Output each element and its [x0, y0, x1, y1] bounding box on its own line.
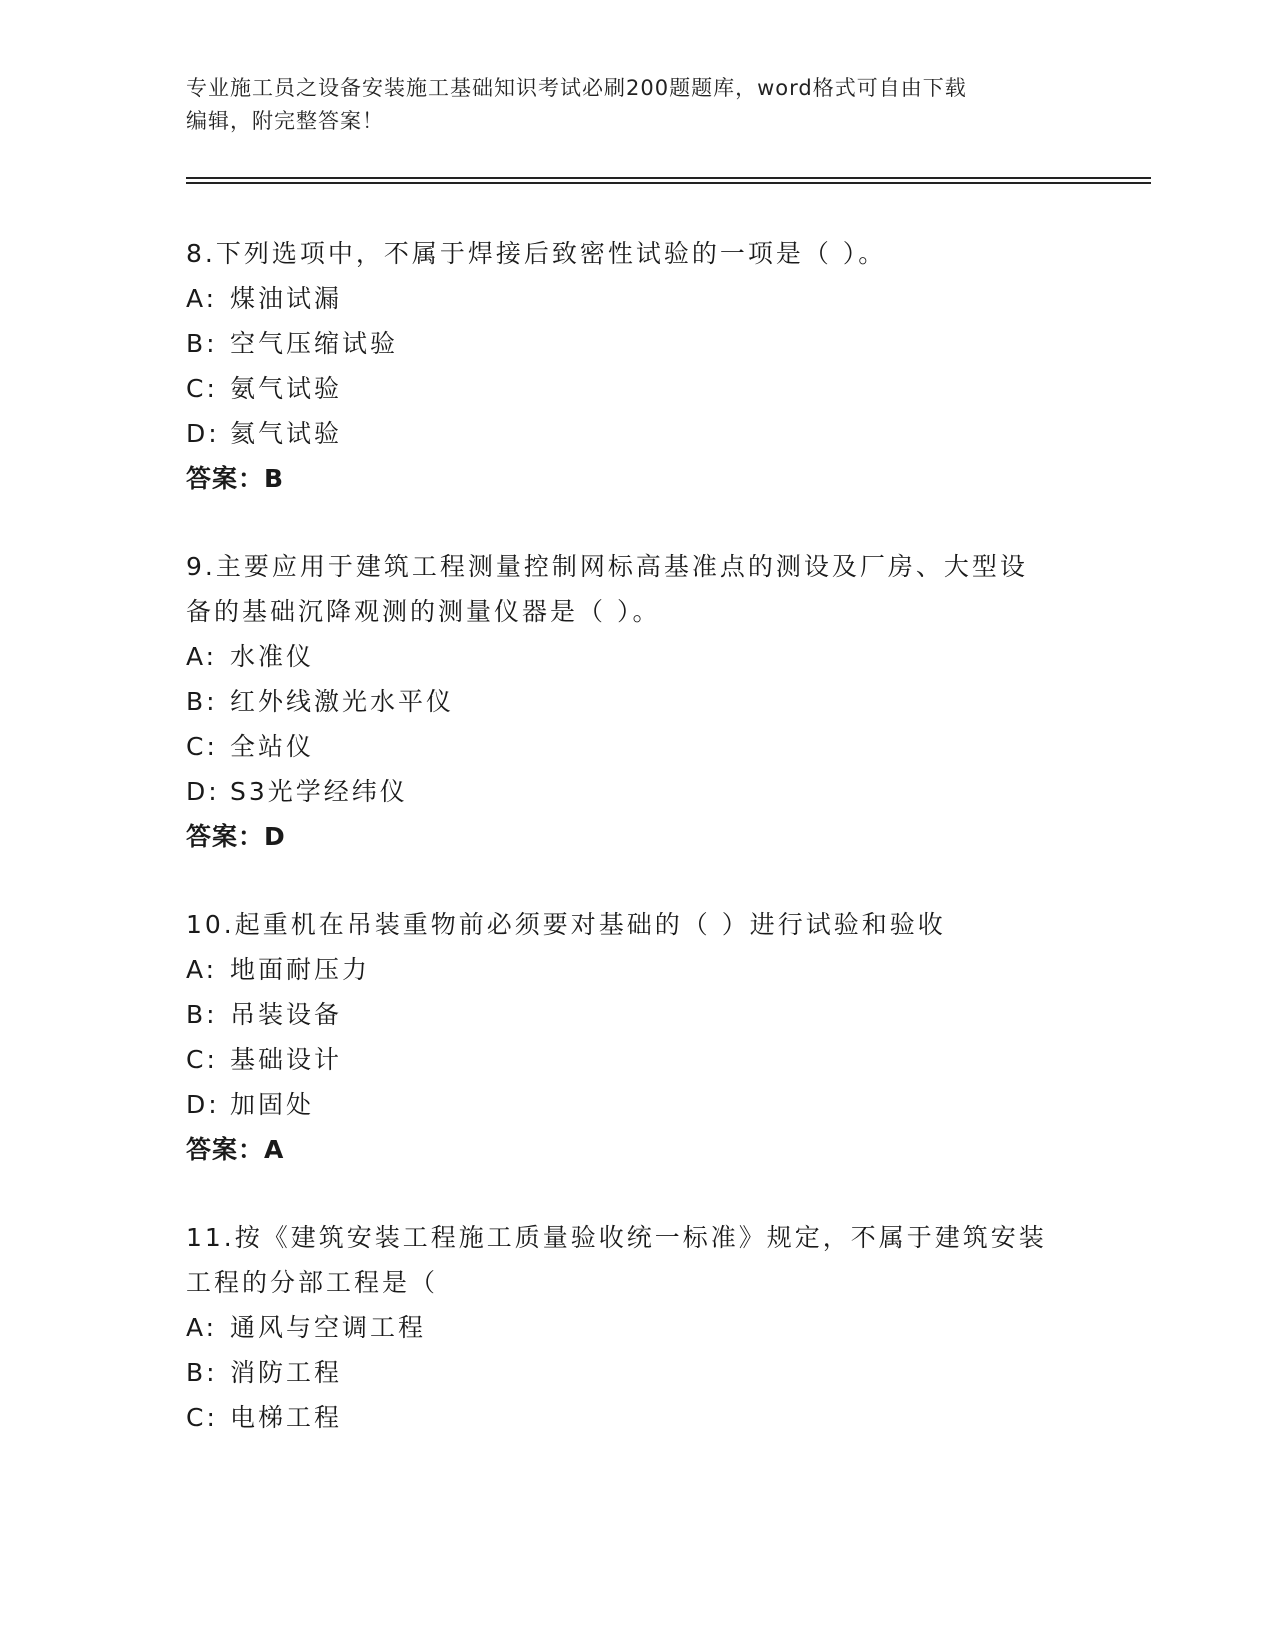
- option-key: C:: [186, 1045, 218, 1074]
- answer-line: 答案：A: [186, 1135, 285, 1164]
- answer-option: [186, 1037, 1086, 1082]
- option-key: A:: [186, 955, 218, 984]
- option-key: B:: [186, 687, 218, 716]
- option-key: A:: [186, 284, 218, 313]
- question-item: [186, 544, 1086, 859]
- answer-option: [186, 1395, 1086, 1440]
- option-key: B:: [186, 329, 218, 358]
- answer-option: [186, 679, 1086, 724]
- answer-option: [186, 634, 1086, 679]
- question-stem: 8.下列选项中，不属于焊接后致密性试验的一项是（ ）。: [186, 239, 887, 268]
- answer-option: [186, 724, 1086, 769]
- option-text: 空气压缩试验: [230, 329, 399, 358]
- option-key: B:: [186, 1000, 218, 1029]
- answer-option: [186, 1082, 1086, 1127]
- question-item: [186, 231, 1086, 501]
- question-list: [186, 231, 1086, 1483]
- answer-option: [186, 1305, 1086, 1350]
- option-text: 氨气试验: [230, 374, 343, 403]
- answer-option: [186, 769, 1086, 814]
- question-stem: 11.按《建筑安装工程施工质量验收统一标准》规定，不属于建筑安装: [186, 1223, 1047, 1252]
- header-divider-top: [186, 177, 1151, 179]
- option-text: 地面耐压力: [230, 955, 371, 984]
- option-key: A:: [186, 1313, 218, 1342]
- header-divider-bottom: [186, 182, 1151, 184]
- question-item: [186, 902, 1086, 1172]
- option-key: D:: [186, 777, 220, 806]
- answer-option: [186, 992, 1086, 1037]
- answer-option: [186, 411, 1086, 456]
- question-stem: 9.主要应用于建筑工程测量控制网标高基准点的测设及厂房、大型设: [186, 552, 1028, 581]
- option-text: 电梯工程: [230, 1403, 343, 1432]
- answer-option: [186, 366, 1086, 411]
- answer-line: 答案：D: [186, 822, 286, 851]
- header-line-2: 编辑，附完整答案！: [186, 109, 384, 133]
- question-stem-continued: 工程的分部工程是（: [186, 1268, 439, 1297]
- option-text: 消防工程: [230, 1358, 343, 1387]
- answer-option: [186, 276, 1086, 321]
- option-key: C:: [186, 1403, 218, 1432]
- option-key: D:: [186, 1090, 220, 1119]
- option-text: 水准仪: [230, 642, 315, 671]
- option-text: 氦气试验: [230, 419, 343, 448]
- option-key: C:: [186, 374, 218, 403]
- option-key: B:: [186, 1358, 218, 1387]
- option-text: 吊装设备: [230, 1000, 343, 1029]
- option-text: 煤油试漏: [230, 284, 343, 313]
- question-stem-continued: 备的基础沉降观测的测量仪器是（ ）。: [186, 597, 661, 626]
- question-stem: 10.起重机在吊装重物前必须要对基础的（ ）进行试验和验收: [186, 910, 946, 939]
- header-line-1: 专业施工员之设备安装施工基础知识考试必刷200题题库，word格式可自由下载: [186, 76, 967, 100]
- answer-option: [186, 947, 1086, 992]
- option-text: 通风与空调工程: [230, 1313, 427, 1342]
- option-key: C:: [186, 732, 218, 761]
- option-text: 加固处: [230, 1090, 315, 1119]
- answer-line: 答案：B: [186, 464, 285, 493]
- question-item: [186, 1215, 1086, 1440]
- option-text: 基础设计: [230, 1045, 343, 1074]
- document-header: [186, 72, 1066, 138]
- option-text: S3光学经纬仪: [230, 777, 408, 806]
- option-text: 全站仪: [230, 732, 315, 761]
- answer-option: [186, 321, 1086, 366]
- option-key: A:: [186, 642, 218, 671]
- answer-option: [186, 1350, 1086, 1395]
- option-key: D:: [186, 419, 220, 448]
- option-text: 红外线激光水平仪: [230, 687, 455, 716]
